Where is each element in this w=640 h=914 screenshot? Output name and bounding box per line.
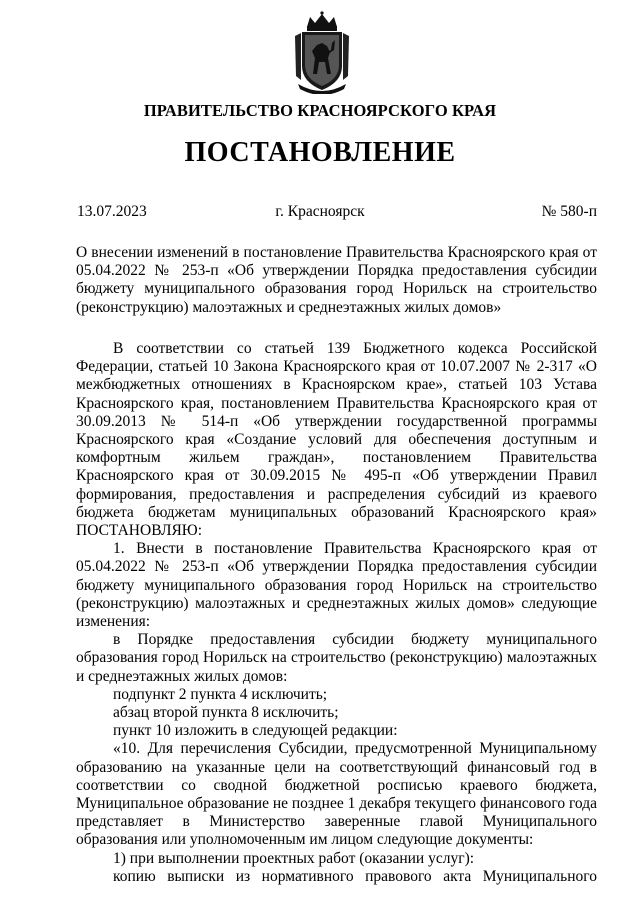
document-title: ПОСТАНОВЛЕНИЕ	[184, 137, 456, 168]
document-date: 13.07.2023	[77, 203, 147, 220]
coat-of-arms-emblem	[292, 10, 352, 94]
subject-paragraph: О внесении изменений в постановление Правительства Красноярского края от 05.04.2022 № 253-п «Об утверждении Порядка предоставления субсидии бюджету муниципального образования город Норильск на строительство (реконструкцию) малоэтажных и среднеэтажных жилых домов»	[76, 244, 597, 316]
document-city: г. Красноярск	[275, 203, 365, 220]
subclause-1-paragraph: 1) при выполнении проектных работ (оказании услуг):	[113, 849, 475, 867]
document-number: № 580-п	[541, 203, 597, 220]
amendment-item: абзац второй пункта 8 исключить;	[113, 704, 339, 722]
clause-10-paragraph: «10. Для перечисления Субсидии, предусмотренной Муниципальному образованию на указанные цели на соответствующий финансовый год в соответствии со сводной бюджетной росписью краевого бюджета, Муниципальное образование не позднее 1 декабря текущего финансового года представляет в Министерство заверенные главой Муниципального образования или уполномоченным им лицом следующие документы:	[76, 740, 597, 849]
government-name: ПРАВИТЕЛЬСТВО КРАСНОЯРСКОГО КРАЯ	[143, 101, 497, 120]
document-body	[76, 340, 597, 886]
amendment-item: подпункт 2 пункта 4 исключить;	[113, 685, 328, 703]
truncated-paragraph: копию выписки из нормативного правового акта Муниципального	[113, 867, 597, 885]
amendment-intro-paragraph: в Порядке предоставления субсидии бюджету муниципального образования город Норильск на строительство (реконструкцию) малоэтажных и среднеэтажных жилых домов:	[76, 631, 597, 685]
amendment-item: пункт 10 изложить в следующей редакции:	[113, 722, 398, 740]
clause-1-paragraph: 1. Внести в постановление Правительства Красноярского края от 05.04.2022 № 253-п «Об утверждении Порядка предоставления субсидии бюджету муниципального образования город Норильск на строительство (реконструкцию) малоэтажных и среднеэтажных жилых домов» следующие изменения:	[76, 540, 597, 631]
document-subject	[76, 244, 597, 317]
preamble-paragraph: В соответствии со статьей 139 Бюджетного кодекса Российской Федерации, статьей 10 Закона Красноярского края от 10.07.2007 № 2-317 «О межбюджетных отношениях в Красноярском крае», статьей 103 Устава Красноярского края, постановлением Правительства Красноярского края от 30.09.2013 № 514-п «Об утверждении государственной программы Красноярского края «Создание условий для обеспечения доступным и комфортным жильем граждан», постановлением Правительства Красноярского края от 30.09.2015 № 495-п «Об утверждении Правил формирования, предоставления и распределения субсидий из краевого бюджета бюджетам муниципальных образований Красноярского края» ПОСТАНОВЛЯЮ:	[76, 340, 597, 540]
